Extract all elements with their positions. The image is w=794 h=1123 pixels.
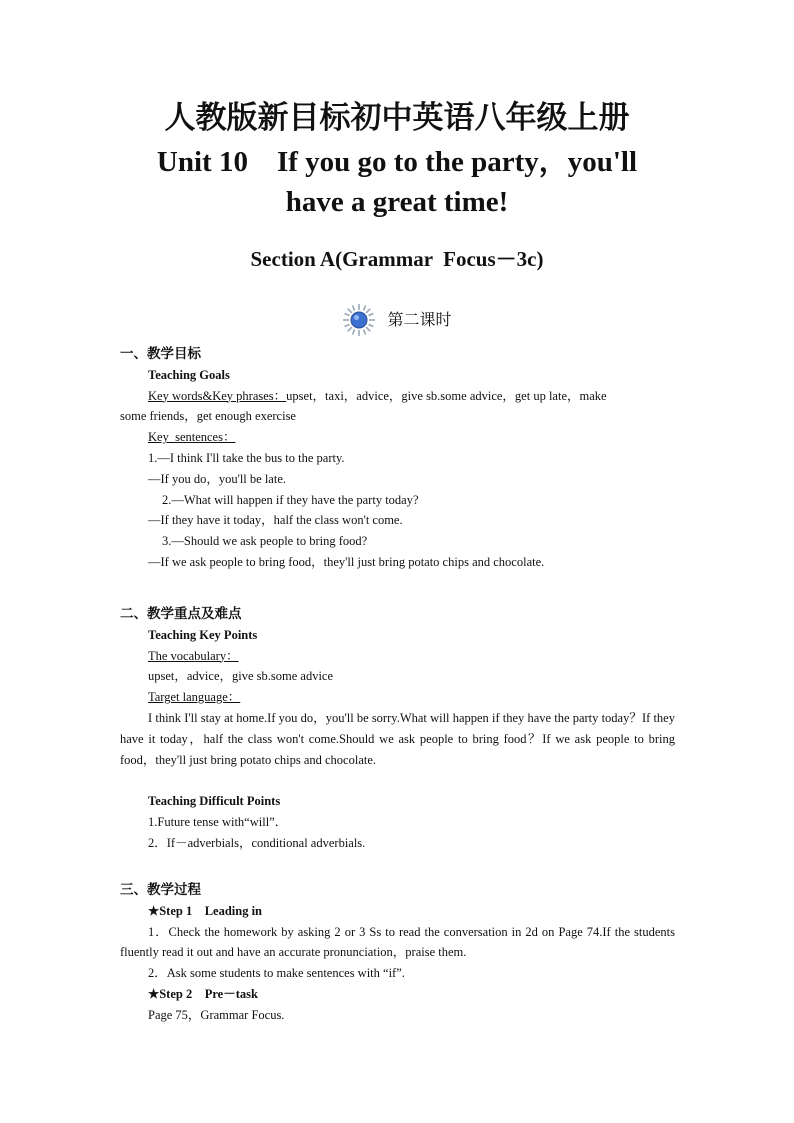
key-sentences-label: Key sentences： bbox=[148, 430, 236, 445]
unit-title-line2: have a great time! bbox=[285, 186, 509, 218]
sun-icon bbox=[342, 303, 376, 337]
step1-item: 1．Check the homework by asking 2 or 3 Ss to read the conversation in 2d on Page 74.If the students fluently read it out and have an accurate pronunciation，praise them. bbox=[120, 924, 675, 960]
part2-key-points bbox=[120, 604, 675, 854]
sentence-item: 1.—I think I'll take the bus to the party. bbox=[148, 450, 345, 465]
key-sentences-line bbox=[120, 427, 675, 448]
target-language-label-line bbox=[120, 687, 675, 708]
sentence-item: —If you do，you'll be late. bbox=[148, 471, 286, 486]
sentence-item: 2.—What will happen if they have the party today? bbox=[162, 492, 419, 507]
key-points-subheading: Teaching Key Points bbox=[148, 627, 258, 642]
vocabulary-label-line bbox=[120, 646, 675, 667]
step1-heading: ★Step 1 Leading in bbox=[148, 903, 263, 918]
target-language-label: Target language： bbox=[148, 690, 241, 705]
part1-heading: 一、教学目标 bbox=[120, 346, 201, 362]
spacer bbox=[120, 770, 675, 791]
key-words-line bbox=[120, 386, 675, 407]
part1-teaching-goals bbox=[120, 344, 675, 573]
difficult-point-item: 2．If－adverbials，conditional adverbials. bbox=[148, 835, 366, 850]
document-title: 人教版新目标初中英语八年级上册 bbox=[164, 100, 630, 135]
vocabulary-text: upset，advice，give sb.some advice bbox=[148, 669, 334, 684]
sentence-item: 3.—Should we ask people to bring food? bbox=[162, 534, 368, 549]
sentence-item: —If we ask people to bring food，they'll just bring potato chips and chocolate. bbox=[148, 554, 545, 569]
unit-title-line1: Unit 10 If you go to the party，you'll bbox=[156, 146, 638, 178]
vocabulary-label: The vocabulary： bbox=[148, 648, 239, 663]
part2-heading: 二、教学重点及难点 bbox=[120, 606, 242, 622]
key-words-text: upset，taxi，advice，give sb.some advice，get up late，make bbox=[286, 388, 607, 403]
lesson-text: 第二课时 bbox=[387, 310, 452, 329]
difficult-point-item: 1.Future tense with“will”． bbox=[148, 814, 288, 829]
difficult-points-subheading: Teaching Difficult Points bbox=[148, 794, 281, 809]
step1-item: 2．Ask some students to make sentences with “if”. bbox=[148, 966, 405, 981]
section-title: Section A(Grammar Focus－3c) bbox=[250, 247, 544, 271]
lesson-label bbox=[0, 303, 794, 337]
teaching-goals-subheading: Teaching Goals bbox=[148, 367, 230, 382]
target-language-text: I think I'll stay at home.If you do，you'll be sorry.What will happen if they have the party today？If they have it today，half the class won't come.Should we ask people to bring food？If we ask people to bring food，they'll just bring potato chips and chocolate. bbox=[120, 710, 675, 767]
key-words-label: Key words&Key phrases： bbox=[148, 388, 287, 403]
part3-teaching-process bbox=[120, 880, 675, 1026]
sentence-item: —If they have it today，half the class won't come. bbox=[148, 513, 403, 528]
step2-text: Page 75，Grammar Focus. bbox=[148, 1007, 285, 1022]
part3-heading: 三、教学过程 bbox=[120, 882, 201, 898]
step2-heading: ★Step 2 Pre－task bbox=[148, 986, 258, 1001]
key-words-continuation: some friends，get enough exercise bbox=[120, 409, 296, 424]
